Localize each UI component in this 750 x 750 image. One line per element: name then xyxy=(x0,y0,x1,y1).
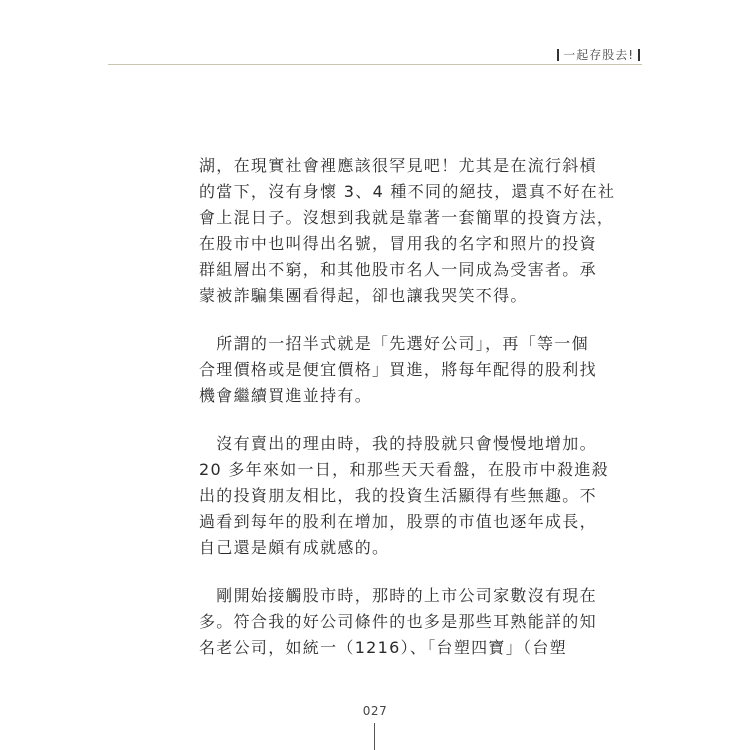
text-line: 名老公司，如統一（1216）、「台塑四寶」（台塑 xyxy=(199,638,567,657)
running-head-title: 一起存股去! xyxy=(563,48,634,62)
running-head-left-bar xyxy=(557,49,559,61)
paragraph-2 xyxy=(199,331,597,409)
text-line: 會上混日子。沒想到我就是靠著一套簡單的投資方法， xyxy=(199,208,615,227)
running-head-right-bar xyxy=(638,49,640,61)
text-line: 20 多年來如一日，和那些天天看盤，在股市中殺進殺 xyxy=(199,460,609,479)
paragraph-4 xyxy=(199,583,597,661)
text-line: 過看到每年的股利在增加，股票的市值也逐年成長， xyxy=(199,512,597,531)
text-line: 多。符合我的好公司條件的也多是那些耳熟能詳的知 xyxy=(199,612,597,631)
page-header xyxy=(0,0,750,70)
text-line: 蒙被詐騙集團看得起，卻也讓我哭笑不得。 xyxy=(199,286,528,305)
paragraph-3 xyxy=(199,431,609,561)
text-line: 在股市中也叫得出名號，冒用我的名字和照片的投資 xyxy=(199,234,597,253)
text-line: 的當下，沒有身懷 3、4 種不同的絕技，還真不好在社 xyxy=(199,182,616,201)
page-number: 027 xyxy=(362,704,388,718)
text-line: 機會繼續買進並持有。 xyxy=(199,386,373,405)
paragraph-1 xyxy=(199,153,616,309)
footer-rule xyxy=(374,723,375,750)
text-line: 湖，在現實社會裡應該很罕見吧！尤其是在流行斜槓 xyxy=(199,156,597,175)
page-footer xyxy=(0,690,750,750)
text-line: 自己還是頗有成就感的。 xyxy=(199,538,390,557)
body-text xyxy=(199,153,616,683)
text-line: 合理價格或是便宜價格」買進，將每年配得的股利找 xyxy=(199,360,597,379)
header-rule xyxy=(108,64,642,65)
text-line: 剛開始接觸股市時，那時的上市公司家數沒有現在 xyxy=(199,586,597,605)
running-head xyxy=(557,46,640,63)
text-line: 所謂的一招半式就是「先選好公司」，再「等一個 xyxy=(199,334,589,353)
text-line: 群組層出不窮，和其他股市名人一同成為受害者。承 xyxy=(199,260,597,279)
text-line: 出的投資朋友相比，我的投資生活顯得有些無趣。不 xyxy=(199,486,597,505)
text-line: 沒有賣出的理由時，我的持股就只會慢慢地增加。 xyxy=(199,434,597,453)
